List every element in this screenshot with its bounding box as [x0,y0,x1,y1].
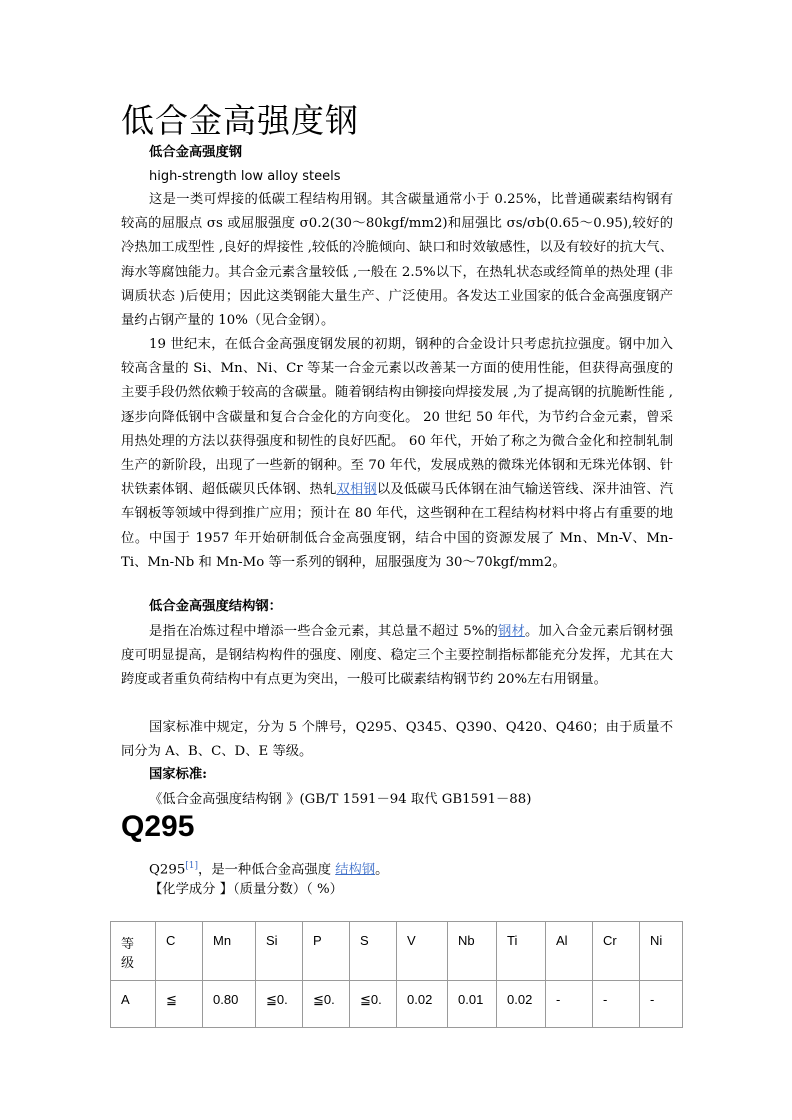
table-header-cell: 等级 [111,922,156,981]
table-cell: ≦0. [350,981,397,1028]
table-header-cell: Cr [593,922,640,981]
paragraph-history [121,333,673,575]
table-row [111,981,683,1028]
table-header-cell: S [350,922,397,981]
table-cell: ≦0. [256,981,303,1028]
english-name: high-strength low alloy steels [149,169,341,184]
footnote-link[interactable]: [1] [185,861,199,871]
subtitle: 低合金高强度钢 [149,145,243,160]
section-heading-standard: 国家标准: [149,767,208,782]
table-cell: A [111,981,156,1028]
paragraph-structural-text-b: 。加入合金元素后钢材强度可明显提高，是钢结构构件的强度、刚度、稳定三个主要控制指标都能充分发挥，尤其在大跨度或者重负荷结构中有点更为突出，一般可比碳素结构钢节约 20%左右用钢量。 [121,624,674,688]
paragraph-intro: 这是一类可焊接的低碳工程结构用钢。其含碳量通常小于 0.25%，比普通碳素结构钢有较高的屈服点 σs 或屈服强度 σ0.2(30～80kgf/mm2)和屈强比 σs/σb(0.65～0.95),较好的冷热加工成型性 ,良好的焊接性 ,较低的冷脆倾向、缺口和时效敏感性，以及有较好的抗大气、海水等腐蚀能力。其合金元素含量较低 ,一般在 2.5%以下，在热轧状态或经简单的热处理 (非调质状态 )后使用；因此这类钢能大量生产、广泛使用。各发达工业国家的低合金高强度钢产量约占钢产量的 10%（见合金钢）。 [121,192,673,329]
chemical-composition-table [110,921,683,1028]
structural-steel-link[interactable]: 结构钢 [335,862,376,878]
paragraph-structural-steel [121,620,673,693]
dual-phase-steel-link[interactable]: 双相钢 [336,482,377,498]
table-header-cell: P [303,922,350,981]
table-cell: ≦0. [303,981,350,1028]
table-header-cell: Al [546,922,593,981]
table-cell: 0.02 [497,981,546,1028]
table-cell: 0.80 [203,981,256,1028]
chemical-composition-label: 【化学成分 】（质量分数）（ %） [149,882,343,897]
table-cell: 0.01 [448,981,497,1028]
paragraph-history-text-b: 以及低碳马氏体钢在油气输送管线、深井油管、汽车钢板等领域中得到推广应用；预计在 80 年代，这些钢种在工程结构材料中将占有重要的地位。中国于 1957 年开始研制低合金高强度钢，结合中国的资源发展了 Mn、Mn-V、Mn-Ti、Mn-Nb 和 Mn-Mo 等一系列的钢种，屈服强度为 30～70kgf/mm2。 [121,482,674,570]
table-header-cell: C [156,922,203,981]
table-cell: - [546,981,593,1028]
paragraph-grades: 国家标准中规定，分为 5 个牌号，Q295、Q345、Q390、Q420、Q460；由于质量不同分为 A、B、C、D、E 等级。 [121,720,673,760]
table-header-cell: Ti [497,922,546,981]
table-header-cell: Mn [203,922,256,981]
table-header-cell: Nb [448,922,497,981]
q295-intro-end: 。 [375,862,389,878]
q295-heading: Q295 [121,810,195,843]
q295-intro [149,856,388,880]
table-header-cell: Si [256,922,303,981]
table-cell: - [593,981,640,1028]
q295-intro-text: ，是一种低合金高强度 [198,862,336,878]
q295-intro-name: Q295 [149,862,186,878]
table-header-cell: Ni [640,922,683,981]
table-header-row [111,922,683,981]
table-header-cell: V [397,922,448,981]
paragraph-structural-text-a: 是指在冶炼过程中增添一些合金元素，其总量不超过 5%的 [149,624,499,639]
paragraph-history-text-a: 19 世纪末，在低合金高强度钢发展的初期，钢种的合金设计只考虑抗拉强度。钢中加入较高含量的 Si、Mn、Ni、Cr 等某一合金元素以改善某一方面的使用性能，但获得高强度的主要手段仍然依赖于较高的含碳量。随着钢结构由铆接向焊接发展 ,为了提高钢的抗脆断性能 ,逐步向降低钢中含碳量和复合合金化的方向变化。 20 世纪 50 年代，为节约合金元素，曾采用热处理的方法以获得强度和韧性的良好匹配。 60 年代，开始了称之为微合金化和控制轧制生产的新阶段，出现了一些新的钢种。至 70 年代，发展成熟的微珠光体钢和无珠光体钢、针状铁素体钢、超低碳贝氏体钢、热轧 [121,337,673,498]
section-heading-structural-steel: 低合金高强度结构钢： [149,599,282,614]
steel-material-link[interactable]: 钢材 [498,624,525,639]
table-cell: - [640,981,683,1028]
table-cell: 0.02 [397,981,448,1028]
standard-reference: 《低合金高强度结构钢 》(GB/T 1591－94 取代 GB1591－88) [149,792,532,807]
page-title: 低合金高强度钢 [121,101,359,140]
table-cell: ≦ [156,981,203,1028]
